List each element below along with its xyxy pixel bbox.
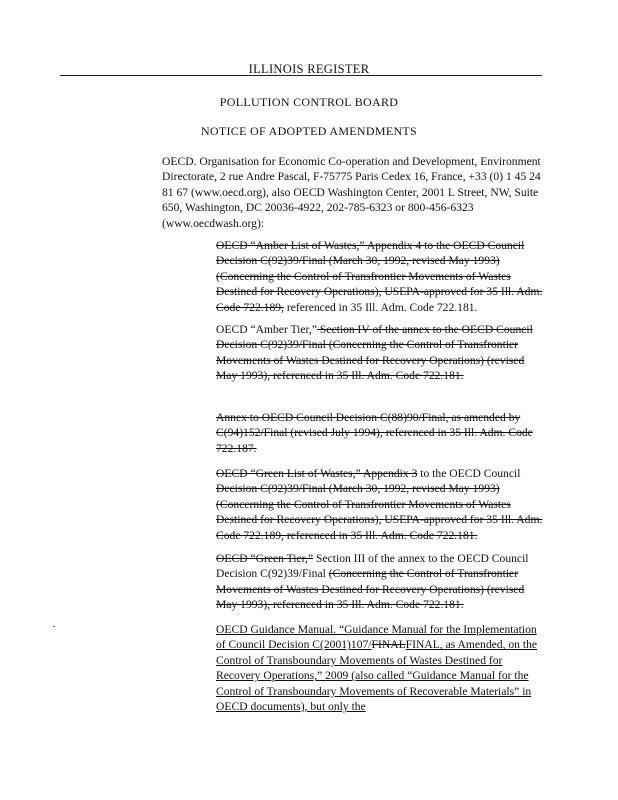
- entry-green-tier-struck-title: OECD “Green Tier,”: [216, 552, 314, 565]
- header-rule: [60, 75, 542, 76]
- entry-green-tier: [216, 551, 546, 613]
- entry-amber-list-text: referenced in 35 Ill. Adm. Code 722.181.: [283, 300, 478, 314]
- entry-amber-list: [216, 238, 546, 315]
- register-title: ILLINOIS REGISTER: [248, 62, 370, 76]
- entry-green-tier-text: Section III of the annex to the OECD Council Decision C(92)39/Final: [216, 552, 529, 581]
- entry-annex-struck: Annex to OECD Council Decision C(88)90/Final, as amended by C(94)152/Final (revised July 1994), referenced in 35 Ill. Adm. Code 722.187.: [216, 411, 533, 455]
- entry-amber-tier-struck: Section IV of the annex to the OECD Council Decision C(92)39/Final (Concerning the Control of Transfrontier Movements of Wastes Destined for Recovery Operations) (revised May 1993), referenced in 35 Ill. Adm. Code 722.181.: [216, 323, 533, 383]
- entry-green-list: [216, 466, 546, 543]
- entry-guidance-manual-inserted-b: FINAL, as Amended, on the Control of Transboundary Movements of Wastes Destined for Recovery Operations,” 2009 (also called “Guidance Manual for the Control of Transboundary Movements of Recoverable Materials” in OECD documents), but only the: [216, 638, 538, 714]
- entry-green-tier-struck-body: (Concerning the Control of Transfrontier Movements of Wastes Destined for Recovery Operations) (revised May 1993), referenced in 35 Ill. Adm. Code 722.181.: [216, 567, 525, 612]
- board-title: POLLUTION CONTROL BOARD: [219, 95, 399, 109]
- entry-amber-tier-text: OECD “Amber Tier,”: [216, 323, 317, 336]
- entry-guidance-manual-inserted-a: OECD Guidance Manual. “Guidance Manual for the Implementation of Council Decision C(2001)107/: [216, 623, 537, 652]
- entry-guidance-manual-struck: FINAL: [371, 638, 406, 652]
- entry-amber-tier: [216, 322, 546, 384]
- entry-green-list-struck-title: OECD “Green List of Wastes,” Appendix 3: [216, 467, 418, 480]
- entry-guidance-manual: [216, 622, 546, 714]
- entry-annex: [216, 410, 546, 456]
- entry-amber-list-struck: OECD “Amber List of Wastes,” Appendix 4 to the OECD Council Decision C(92)39/Final (March 30, 1992, revised May 1993) (Concerning the Control of Transfrontier Movements of Wastes Destined for Recovery Operations), USEPA-approved for 35 Ill. Adm. Code 722.189,: [216, 239, 543, 314]
- notice-title: NOTICE OF ADOPTED AMENDMENTS: [200, 124, 418, 138]
- margin-mark: [53, 626, 55, 627]
- oecd-intro-paragraph: OECD. Organisation for Economic Co-operation and Development, Environment Directorate, 2 rue Andre Pascal, F-75775 Paris Cedex 16, France, +33 (0) 1 45 24 81 67 (www.oecd.org), also OECD Washington Center, 2001 L Street, NW, Suite 650, Washington, DC 20036-4922, 202-785-6323 or 800-456-6323 (www.oecdwash.org):: [162, 155, 541, 230]
- entry-green-list-struck-body: Decision C(92)39/Final (March 30, 1992, revised May 1993) (Concerning the Control of Transfrontier Movements of Wastes Destined for Recovery Operations), USEPA-approved for 35 Ill. Adm. Code 722.189, referenced in 35 Ill. Adm. Code 722.181.: [216, 482, 543, 542]
- entry-green-list-text: to the OECD Council: [417, 467, 521, 480]
